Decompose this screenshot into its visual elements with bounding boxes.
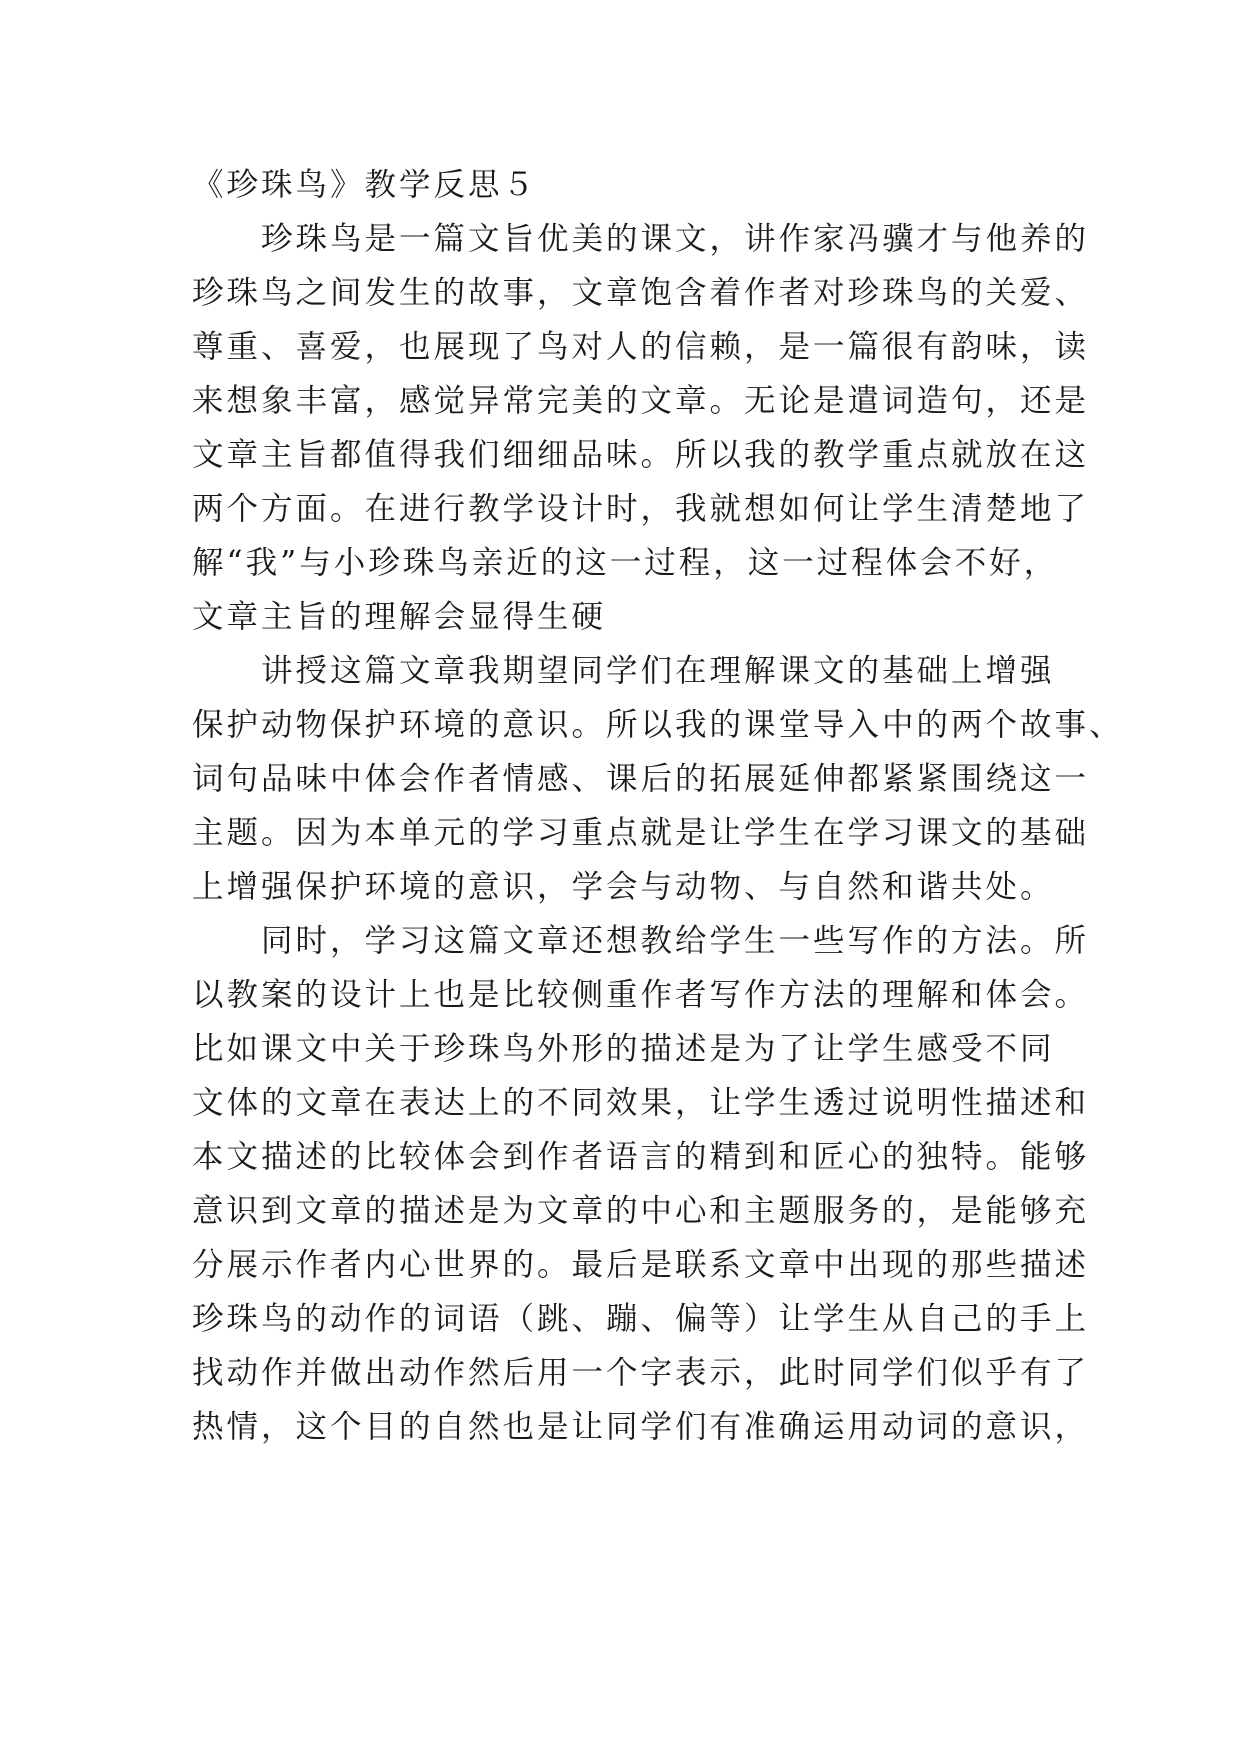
paragraph-2 (192, 644, 1124, 914)
text-line: 文章主旨都值得我们细细品味。所以我的教学重点就放在这 (192, 437, 1090, 473)
document-page (192, 158, 1124, 1454)
text-line: 来想象丰富，感觉异常完美的文章。无论是遣词造句，还是 (192, 383, 1090, 419)
text-line: 同时，学习这篇文章还想教给学生一些写作的方法。所 (192, 923, 1090, 959)
text-line: 热情，这个目的自然也是让同学们有准确运用动词的意识， (192, 1409, 1090, 1445)
text-line: 文体的文章在表达上的不同效果，让学生透过说明性描述和 (192, 1085, 1090, 1121)
text-line: 分展示作者内心世界的。最后是联系文章中出现的那些描述 (192, 1247, 1090, 1283)
text-line: 讲授这篇文章我期望同学们在理解课文的基础上增强 (192, 653, 1055, 689)
paragraph-1 (192, 212, 1092, 644)
text-line: 比如课文中关于珍珠鸟外形的描述是为了让学生感受不同 (192, 1031, 1055, 1067)
text-line: 珍珠鸟是一篇文旨优美的课文，讲作家冯骥才与他养的 (192, 221, 1090, 257)
text-line: 词句品味中体会作者情感、课后的拓展延伸都紧紧围绕这一 (192, 761, 1090, 797)
text-line: 意识到文章的描述是为文章的中心和主题服务的，是能够充 (192, 1193, 1090, 1229)
text-line: 主题。因为本单元的学习重点就是让学生在学习课文的基础 (192, 815, 1090, 851)
text-line: 文章主旨的理解会显得生硬 (192, 599, 607, 635)
paragraph-3 (192, 914, 1092, 1454)
text-line: 尊重、喜爱，也展现了鸟对人的信赖，是一篇很有韵味，读 (192, 329, 1090, 365)
text-line: 本文描述的比较体会到作者语言的精到和匠心的独特。能够 (192, 1139, 1090, 1175)
text-line: 找动作并做出动作然后用一个字表示，此时同学们似乎有了 (192, 1355, 1090, 1391)
text-line: 解“我”与小珍珠鸟亲近的这一过程，这一过程体会不好， (192, 545, 1059, 581)
text-line: 保护动物保护环境的意识。所以我的课堂导入中的两个故事、 (192, 707, 1124, 743)
text-line: 上增强保护环境的意识，学会与动物、与自然和谐共处。 (192, 869, 1055, 905)
text-line: 珍珠鸟的动作的词语（跳、蹦、偏等）让学生从自己的手上 (192, 1301, 1090, 1337)
text-line: 两个方面。在进行教学设计时，我就想如何让学生清楚地了 (192, 491, 1090, 527)
text-line: 以教案的设计上也是比较侧重作者写作方法的理解和体会。 (192, 977, 1090, 1013)
text-line: 珍珠鸟之间发生的故事，文章饱含着作者对珍珠鸟的关爱、 (192, 275, 1090, 311)
document-title: 《珍珠鸟》教学反思５ (192, 167, 538, 203)
